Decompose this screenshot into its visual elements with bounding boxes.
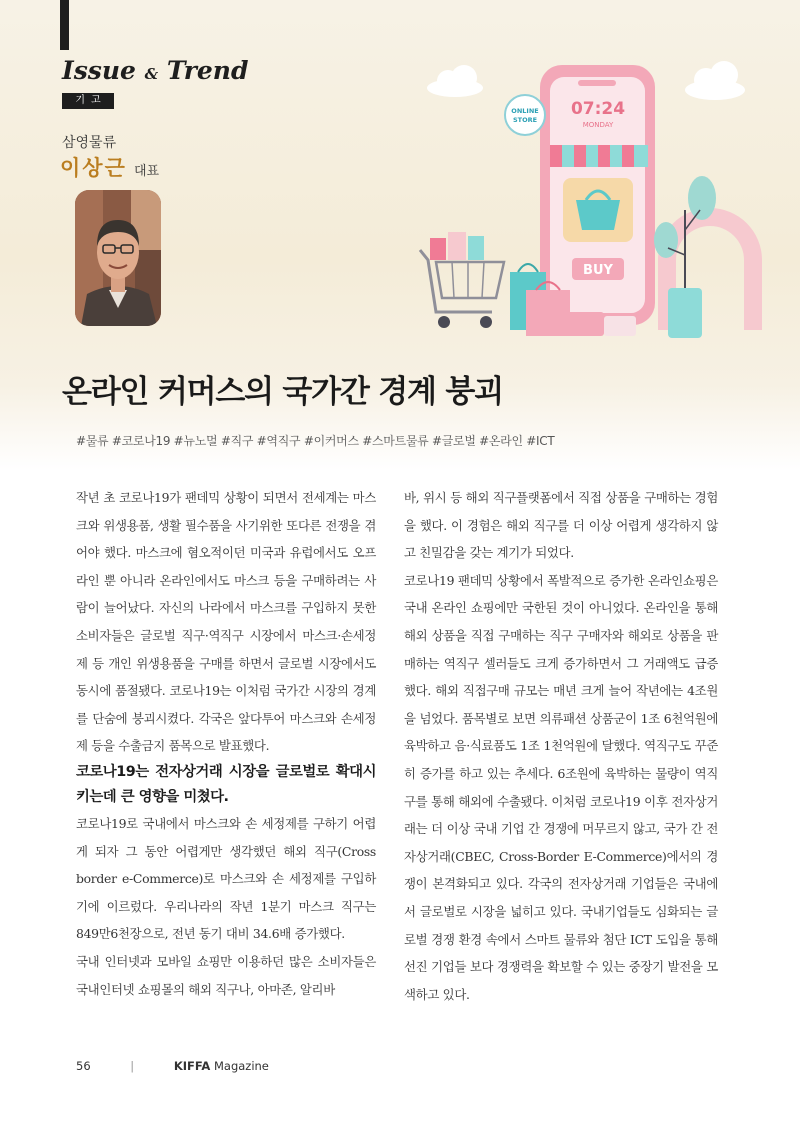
author-role: 대표 <box>133 164 160 179</box>
page-number: 56 <box>76 1059 91 1073</box>
paragraph: 코로나19 팬데믹 상황에서 폭발적으로 증가한 온라인쇼핑은 국내 온라인 쇼핑에만 국한된 것이 아니었다. 온라인을 통해 해외 상품을 직접 구매하는 직구 구매자와 해외로 상품을 판매하는 역직구 셀러들도 크게 증가하면서 그 거래액도 급증했다. 해외 직접구매 규모는 매년 크게 늘어 작년에는 4조원을 넘었다. 품목별로 보면 의류패션 상품군이 1조 6천억원에 육박하고 음·식료품도 1조 1천억원에 달했다. 역직구도 꾸준히 증가를 하고 있는 추세다. 6조원에 육박하는 물량이 역직구를 통해 해외에 수출됐다. 이처럼 코로나19 이후 전자상거래는 더 이상 국내 기업 간 경쟁에 머무르지 않고, 국가 간 전자상거래(CBEC, Cross-Border E-Commerce)에서의 경쟁이 본격화되고 있다. 각국의 전자상거래 기업들은 국내에서 글로벌로 시장을 넓히고 있다. 국내기업들도 심화되는 글로벌 경쟁 환경 속에서 스마트 물류와 첨단 ICT 도입을 통해 선진 기업들 보다 경쟁력을 확보할 수 있는 중장기 발전을 모색하고 있다. <box>404 572 718 1002</box>
article-column-right <box>404 484 718 1008</box>
buy-label: BUY <box>583 263 613 278</box>
article-column-left <box>76 484 376 1003</box>
author-line <box>60 152 159 182</box>
portrait-illustration <box>75 190 161 326</box>
issue-word: Issue <box>62 56 136 85</box>
magazine-name: Magazine <box>213 1059 269 1073</box>
phone-time: 07:24 <box>570 99 626 119</box>
cloud-icon <box>685 61 745 100</box>
top-accent-bar <box>60 0 69 50</box>
author-photo <box>75 190 161 326</box>
shopping-bag-icon <box>526 282 570 336</box>
store-badge-line1: ONLINE <box>511 107 539 115</box>
trend-word: Trend <box>166 56 249 85</box>
shopping-cart-icon <box>420 232 504 328</box>
magazine-brand: KIFFA <box>173 1059 211 1073</box>
page-footer <box>76 1059 269 1073</box>
author-name: 이상근 <box>60 156 127 180</box>
paragraph: 국내 인터넷과 모바일 쇼핑만 이용하던 많은 소비자들은 국내인터넷 쇼핑몰의 해외 직구나, 아마존, 알리바 <box>76 953 376 997</box>
gift-box-icon <box>604 316 636 336</box>
paragraph: 바, 위시 등 해외 직구플랫폼에서 직접 상품을 구매하는 경험을 했다. 이 경험은 해외 직구를 더 이상 어렵게 생각하지 않고 친밀감을 갖는 계기가 되었다. <box>404 490 718 561</box>
author-company: 삼영물류 <box>62 135 117 151</box>
paragraph: 작년 초 코로나19가 팬데믹 상황이 되면서 전세계는 마스크와 위생용품, 생활 필수품을 사기위한 또다른 전쟁을 겪어야 했다. 마스크에 혐오적이던 미국과 유럽에서도 오프라인 뿐 아니라 온라인에서도 마스크 등을 구매하려는 사람이 늘어났다. 자신의 나라에서 마스크를 구입하지 못한 소비자들은 글로벌 직구·역직구 시장에서 마스크·손세정제 등 개인 위생용품을 구매를 하면서 글로벌 시장에서도 동시에 품절됐다. 코로나19는 이처럼 국가간 시장의 경계를 단숨에 붕괴시켰다. 각국은 앞다투어 마스크와 손세정제 등을 수출금지 품목으로 발표했다. <box>76 490 376 754</box>
category-tag: 기고 <box>62 93 114 109</box>
shop-awning <box>550 145 648 167</box>
article-title: 온라인 커머스의 국가간 경계 붕괴 <box>62 374 503 410</box>
gift-box-icon <box>566 312 604 336</box>
store-badge <box>505 95 545 135</box>
section-subheading: 코로나19는 전자상거래 시장을 글로벌로 확대시키는데 큰 영향을 미쳤다. <box>76 763 376 805</box>
phone-day: MONDAY <box>582 121 614 129</box>
paragraph: 코로나19로 국내에서 마스크와 손 세정제를 구하기 어렵게 되자 그 동안 어렵게만 생각했던 해외 직구(Cross border e-Commerce)로 마스크와 손 세정제를 구입하기에 이르렀다. 우리나라의 작년 1분기 마스크 직구는 849만6천장으로, 전년 동기 대비 34.6배 증가했다. <box>76 815 376 942</box>
footer-separator: | <box>130 1059 135 1073</box>
store-badge-line2: STORE <box>512 116 538 124</box>
section-title <box>62 56 248 85</box>
article-hashtags: #물류 #코로나19 #뉴노멀 #직구 #역직구 #이커머스 #스마트물류 #글로벌 #온라인 #ICT <box>76 434 555 448</box>
ampersand: & <box>144 65 159 83</box>
cloud-icon <box>427 65 483 97</box>
online-store-illustration <box>400 50 800 350</box>
